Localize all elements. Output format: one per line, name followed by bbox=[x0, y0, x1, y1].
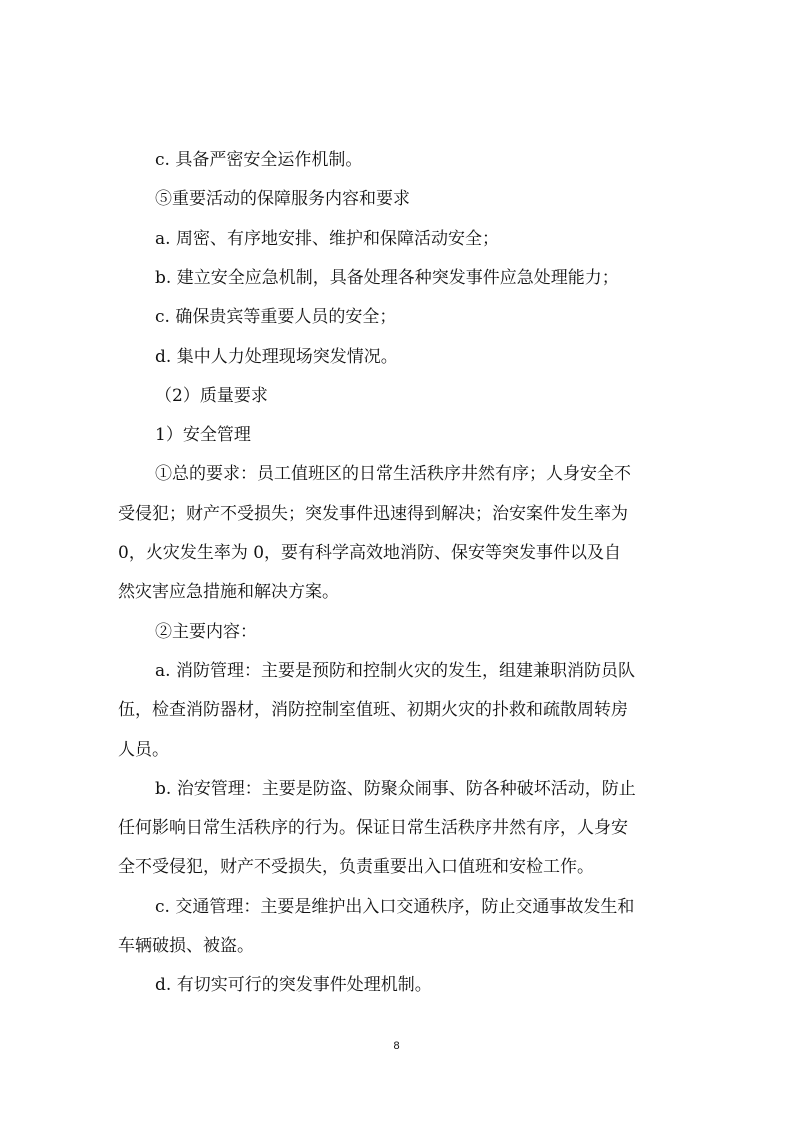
text-line: ②主要内容： bbox=[155, 621, 257, 642]
text-line: 0，火灾发生率为 0，要有科学高效地消防、保安等突发事件以及自 bbox=[118, 543, 622, 563]
page-number: 8 bbox=[393, 1040, 400, 1052]
text-line: 受侵犯；财产不受损失；突发事件迅速得到解决；治安案件发生率为 bbox=[118, 503, 628, 524]
text-line: （2）质量要求 bbox=[155, 385, 268, 406]
text-line: c. 确保贵宾等重要人员的安全； bbox=[155, 307, 397, 328]
text-line: 人员。 bbox=[118, 739, 169, 760]
text-line: d. 集中人力处理现场突发情况。 bbox=[155, 346, 398, 367]
text-line: c. 交通管理：主要是维护出入口交通秩序，防止交通事故发生和 bbox=[155, 896, 635, 917]
text-line: a. 周密、有序地安排、维护和保障活动安全； bbox=[155, 228, 499, 249]
text-line: 1）安全管理 bbox=[155, 425, 251, 446]
text-line: 任何影响日常生活秩序的行为。保证日常生活秩序井然有序，人身安 bbox=[118, 818, 628, 839]
text-line: c. 具备严密安全运作机制。 bbox=[155, 150, 363, 170]
text-line: d. 有切实可行的突发事件处理机制。 bbox=[155, 975, 432, 996]
text-line: b. 治安管理：主要是防盗、防聚众闹事、防各种破坏活动，防止 bbox=[155, 778, 636, 799]
text-line: ①总的要求：员工值班区的日常生活秩序井然有序；人身安全不 bbox=[155, 464, 631, 485]
text-line: 伍，检查消防器材，消防控制室值班、初期火灾的扑救和疏散周转房 bbox=[118, 700, 628, 721]
text-line: 然灾害应急措施和解决方案。 bbox=[118, 582, 339, 603]
text-line: a. 消防管理：主要是预防和控制火灾的发生，组建兼职消防员队 bbox=[155, 660, 635, 681]
text-line: ⑤重要活动的保障服务内容和要求 bbox=[155, 189, 410, 210]
text-line: 全不受侵犯，财产不受损失，负责重要出入口值班和安检工作。 bbox=[118, 857, 594, 878]
text-line: 车辆破损、被盗。 bbox=[118, 936, 254, 956]
text-line: b. 建立安全应急机制，具备处理各种突发事件应急处理能力； bbox=[155, 267, 619, 288]
